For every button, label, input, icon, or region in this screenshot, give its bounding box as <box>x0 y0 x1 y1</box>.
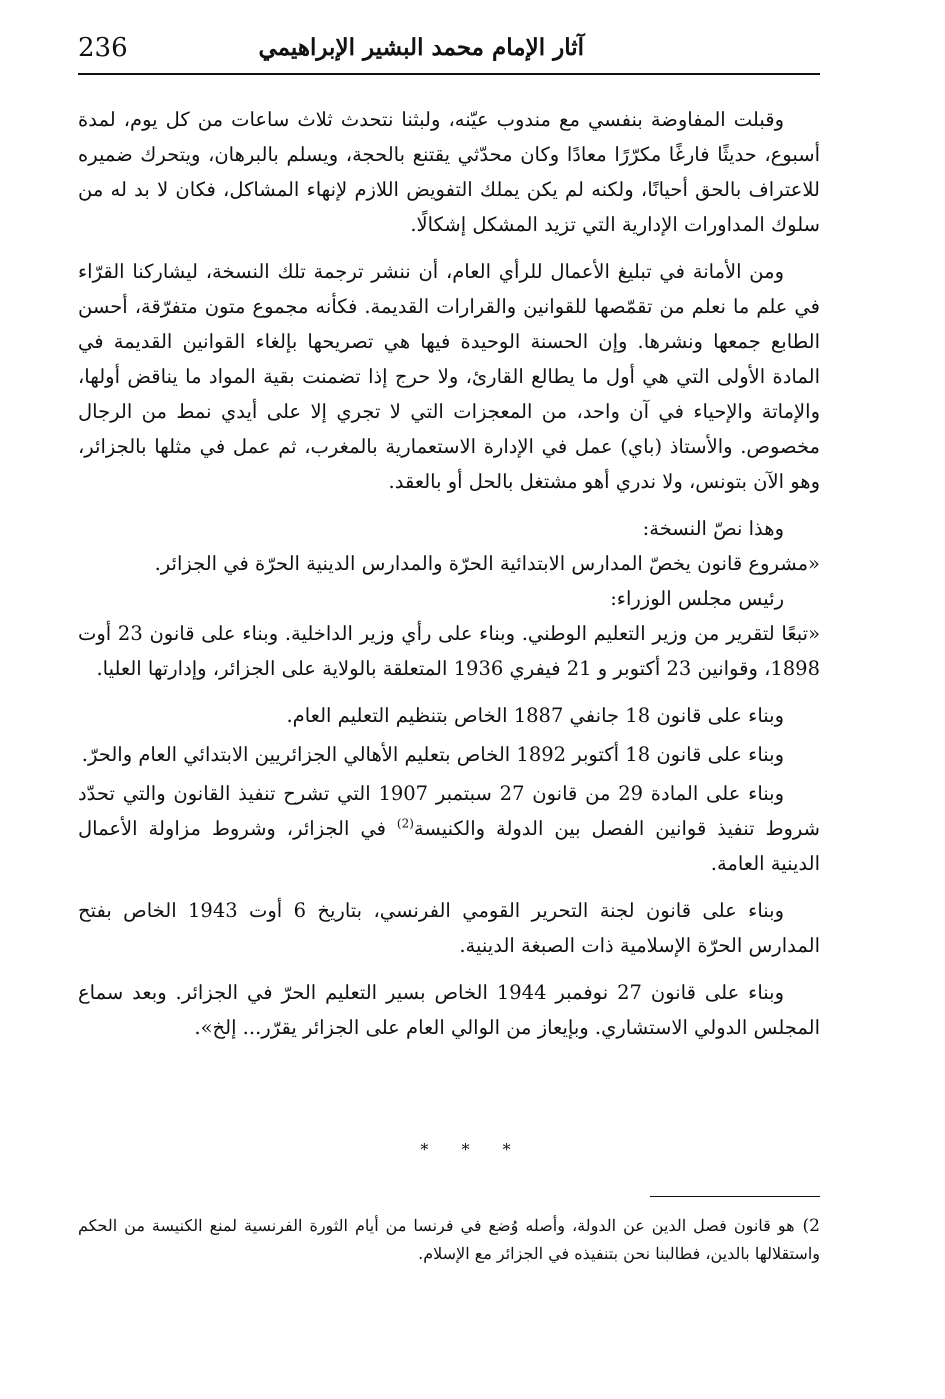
paragraph-text-intro: وهذا نصّ النسخة: <box>642 517 784 540</box>
running-title: آثار الإمام محمد البشير الإبراهيمي <box>258 34 584 61</box>
page-header <box>78 32 820 72</box>
footnote-reference: (2) <box>396 816 414 831</box>
page-number: 236 <box>78 33 128 63</box>
paragraph-draft-law-title: «مشروع قانون يخصّ المدارس الابتدائية الحرّة والمدارس الدينية الحرّة في الجزائر. <box>154 552 820 575</box>
footnote-rule <box>650 1196 820 1197</box>
paragraph-law-1944: وبناء على قانون 27 نوفمبر 1944 الخاص بسير التعليم الحرّ في الجزائر. وبعد سماع المجلس الدولي الاستشاري. وبإيعاز من الوالي العام على الجزائر يقرّر... إلخ». <box>78 981 820 1039</box>
law-1907-text-end: في الجزائر، وشروط مزاولة الأعمال الدينية العامة. <box>78 817 820 875</box>
paragraph-law-1943: وبناء على قانون لجنة التحرير القومي الفرنسي، بتاريخ 6 أوت 1943 الخاص بفتح المدارس الحرّة الإسلامية ذات الصبغة الدينية. <box>78 899 820 957</box>
footnote-marker: 2) <box>802 1216 820 1236</box>
paragraph-law-1907 <box>78 776 820 881</box>
paragraph-law-1887: وبناء على قانون 18 جانفي 1887 الخاص بتنظيم التعليم العام. <box>286 704 784 727</box>
paragraph-publication: ومن الأمانة في تبليغ الأعمال للرأي العام، أن ننشر ترجمة تلك النسخة، ليشاركنا القرّاء في علم ما نعلم من تقمّصها للقوانين والقرارات القديمة. فكأنه مجموع متون متفرّقة، أحسن الطابع جمعها ونشرها. وإن الحسنة الوحيدة فيها هي تصريحها بإلغاء القوانين القديمة في المادة الأولى التي هي أول ما يطالع القارئ، ولا حرج إذا تضمنت بقية المواد ما يناقض أولها، والإماتة والإحياء في آن واحد، من المعجزات التي لا تجري إلا على أيدي نمط من الرجال مخصوص. والأستاذ (باي) عمل في الإدارة الاستعمارية بالمغرب، ثم عمل في مثلها بالجزائر، وهو الآن بتونس، ولا ندري أهو مشتغل بالحل أو بالعقد. <box>78 260 820 493</box>
paragraph-negotiation: وقبلت المفاوضة بنفسي مع مندوب عيّنه، ولبثنا نتحدث ثلاث ساعات من كل يوم، لمدة أسبوع، حديثًا فارغًا مكرّرًا معادًا وكان محدّثي يقتنع بالحجة، ويسلم بالبرهان، ويتحرك ضميره للاعتراف بالحق أحيانًا، ولكنه لم يكن يملك التفويض اللازم لإنهاء المشاكل، فكان لا بد له من سلوك المداورات الإدارية التي تزيد المشكل إشكالًا. <box>78 108 820 236</box>
law-1907-text-start: وبناء على المادة 29 من قانون 27 سبتمبر 1907 التي تشرح تنفيذ القانون والتي تحدّد شروط تنفيذ قوانين الفصل بين الدولة والكنيسة <box>78 782 820 840</box>
paragraph-law-1892: وبناء على قانون 18 أكتوبر 1892 الخاص بتعليم الأهالي الجزائريين الابتدائي العام والحرّ. <box>81 743 784 766</box>
footnote-text: هو قانون فصل الدين عن الدولة، وأصله وُضع في فرنسا من أيام الثورة الفرنسية لمنع الكنيسة من الحكم واستقلالها بالدين، فطالبنا نحن بتنفيذه في الجزائر مع الإسلام. <box>78 1216 820 1263</box>
paragraph-council-president: رئيس مجلس الوزراء: <box>610 587 784 610</box>
section-separator: * * * <box>420 1140 525 1159</box>
body-text <box>78 102 820 1045</box>
paragraph-report-basis: «تبعًا لتقرير من وزير التعليم الوطني. وبناء على رأي وزير الداخلية. وبناء على قانون 23 أوت 1898، وقوانين 23 أكتوبر و 21 فيفري 1936 المتعلقة بالولاية على الجزائر، وإدارتها العليا. <box>78 622 821 680</box>
header-rule <box>78 73 820 75</box>
footnote <box>78 1212 820 1268</box>
